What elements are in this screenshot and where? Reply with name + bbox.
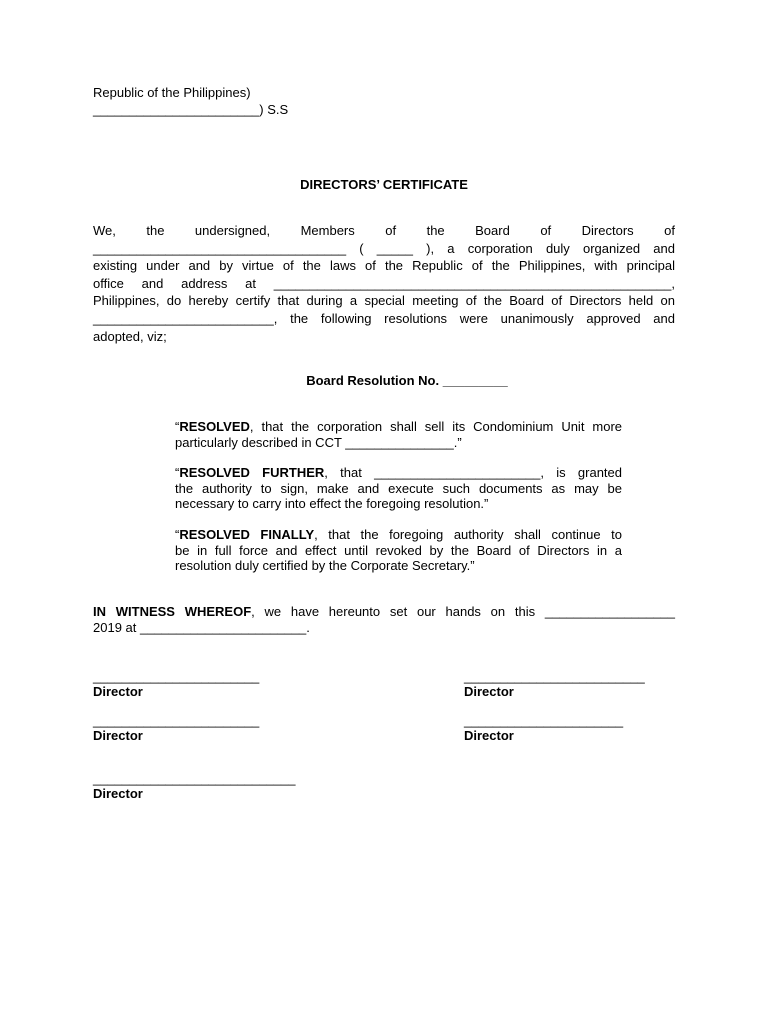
signature-line: _______________________ — [93, 669, 260, 684]
intro-line: We, the undersigned, Members of the Board of Directors of — [93, 223, 675, 238]
resolution-line — [175, 419, 622, 435]
resolution-paragraph — [175, 465, 622, 512]
resolution-line: particularly described in CCT _______________.” — [175, 434, 462, 450]
resolution-line: be in full force and effect until revoked by the Board of Directors in a — [175, 542, 622, 558]
resolution-text: , that the corporation shall sell its Condominium Unit more — [249, 419, 622, 434]
open-quote: “ — [175, 465, 180, 480]
resolution-line — [175, 527, 622, 543]
resolution-keyword: RESOLVED FURTHER — [179, 465, 325, 480]
resolution-text: , that _______________________, is granted — [324, 465, 623, 480]
document-title: DIRECTORS’ CERTIFICATE — [300, 177, 468, 192]
witness-keyword: IN WITNESS WHEREOF — [93, 604, 252, 619]
signature-label: Director — [93, 728, 143, 743]
witness-line: 2019 at _______________________. — [93, 620, 310, 635]
resolution-text: , that the foregoing authority shall continue to — [314, 527, 622, 542]
signature-block — [464, 670, 645, 700]
witness-line — [93, 604, 675, 620]
intro-line: ___________________________________ ( _____ ), a corporation duly organized and — [93, 240, 675, 256]
venue-block — [93, 84, 288, 118]
signature-label: Director — [464, 684, 514, 699]
signature-line: _______________________ — [93, 713, 260, 728]
intro-line: office and address at _______________________________________________________, — [93, 275, 675, 291]
signature-line: _________________________ — [464, 669, 645, 684]
open-quote: “ — [175, 419, 180, 434]
signature-label: Director — [93, 684, 143, 699]
signature-block — [464, 714, 623, 744]
resolution-paragraph — [175, 527, 622, 574]
signature-label: Director — [93, 786, 143, 801]
signature-line: ____________________________ — [93, 771, 296, 786]
venue-line-1: Republic of the Philippines) — [93, 85, 251, 100]
intro-line: existing under and by virtue of the laws of the Republic of the Philippines, with principal — [93, 258, 675, 274]
signature-label: Director — [464, 728, 514, 743]
resolution-line: the authority to sign, make and execute such documents as may be — [175, 480, 622, 496]
board-resolution-number: Board Resolution No. _________ — [306, 373, 508, 388]
resolution-paragraph — [175, 419, 622, 450]
venue-line-2: _______________________) S.S — [93, 102, 289, 117]
resolution-line: resolution duly certified by the Corporate Secretary.” — [175, 558, 475, 573]
signature-block — [93, 670, 259, 700]
resolution-line — [175, 465, 622, 481]
resolution-keyword: RESOLVED — [179, 419, 250, 434]
witness-paragraph — [93, 604, 675, 636]
intro-line: Philippines, do hereby certify that during a special meeting of the Board of Directors held on — [93, 293, 675, 309]
resolution-line: necessary to carry into effect the foregoing resolution.” — [175, 496, 489, 511]
signature-line: ______________________ — [464, 713, 624, 728]
open-quote: “ — [175, 527, 180, 542]
resolution-keyword: RESOLVED FINALLY — [179, 527, 315, 542]
intro-line: _________________________, the following resolutions were unanimously approved and — [93, 310, 675, 326]
signature-block — [93, 714, 259, 744]
intro-line: adopted, viz; — [93, 328, 167, 344]
signature-block — [93, 772, 295, 802]
intro-paragraph — [93, 222, 675, 345]
witness-text: , we have hereunto set our hands on this __________________ — [251, 604, 675, 619]
